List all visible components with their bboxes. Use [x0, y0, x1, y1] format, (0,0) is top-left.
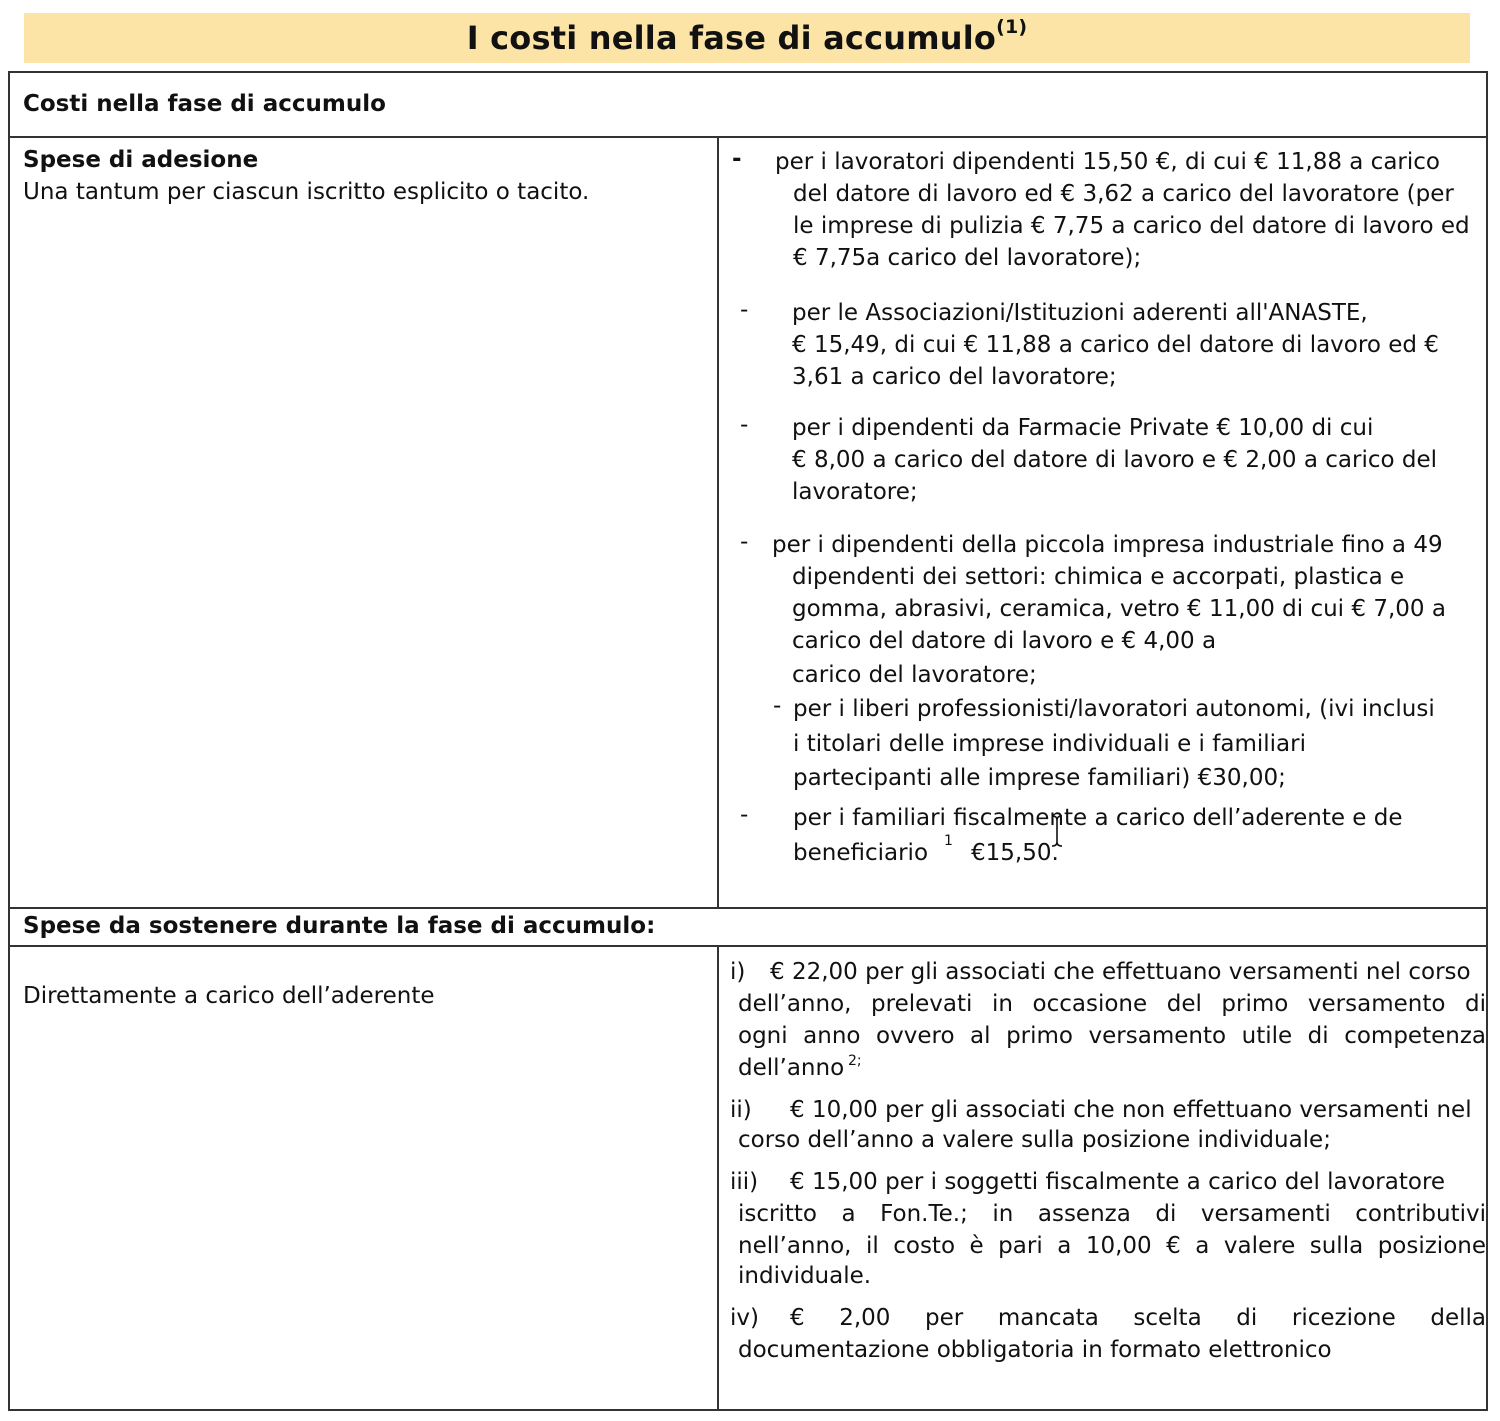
list-dash: - [740, 529, 749, 555]
list-item-line: ogni anno ovvero al primo versamento utile di competenza [738, 1023, 1486, 1049]
column-divider [717, 945, 719, 1410]
list-item-line: nell’anno, il costo è pari a 10,00 € a valere sulla posizione [738, 1233, 1486, 1259]
list-item-line: carico del lavoratore; [792, 662, 1037, 688]
list-item-line: per i liberi professionisti/lavoratori autonomi, (ivi inclusi [793, 696, 1435, 722]
list-item-line: beneficiario [793, 840, 929, 866]
table-rule [8, 136, 1488, 138]
aderente-label: Direttamente a carico dell’aderente [23, 983, 435, 1009]
list-item-line: €15,50. [971, 840, 1059, 866]
list-number: i) [730, 959, 746, 985]
list-item-line: € 2,00 per mancata scelta di ricezione della [790, 1305, 1486, 1331]
list-item-line: dipendenti dei settori: chimica e accorpati, plastica e [792, 564, 1405, 590]
list-item-line: 3,61 a carico del lavoratore; [792, 364, 1117, 390]
list-item-line: € 8,00 a carico del datore di lavoro e € 2,00 a carico del [792, 447, 1438, 473]
list-item-line: i titolari delle imprese individuali e i familiari [793, 731, 1306, 757]
list-item-line: del datore di lavoro ed € 3,62 a carico del lavoratore (per [793, 181, 1454, 207]
list-item-line: lavoratore; [792, 479, 918, 505]
section-header-accumulo: Costi nella fase di accumulo [23, 91, 386, 117]
list-dash: - [732, 146, 742, 172]
list-item-line: per le Associazioni/Istituzioni aderenti all'ANASTE, [792, 300, 1368, 326]
list-item-line: per i lavoratori dipendenti 15,50 €, di cui € 11,88 a carico [775, 149, 1440, 175]
list-item-line: € 15,00 per i soggetti fiscalmente a carico del lavoratore [790, 1169, 1446, 1195]
text-cursor-icon [1050, 814, 1064, 848]
list-dash: - [773, 693, 782, 719]
list-item-line: iscritto a Fon.Te.; in assenza di versamenti contributivi [738, 1201, 1486, 1227]
footnote-ref: 1 [944, 833, 953, 849]
spese-adesione-label: Spese di adesione [23, 147, 259, 173]
list-item-line: individuale. [738, 1263, 872, 1289]
list-item-line: per i dipendenti da Farmacie Private € 10,00 di cui [792, 415, 1374, 441]
table-rule [8, 945, 1488, 947]
list-number: iii) [730, 1169, 759, 1195]
list-item-line: carico del datore di lavoro e € 4,00 a [792, 628, 1217, 654]
list-item-line: € 22,00 per gli associati che effettuano versamenti nel corso [770, 959, 1471, 985]
list-item-line: € 10,00 per gli associati che non effettuano versamenti nel [790, 1097, 1472, 1123]
title-banner [24, 13, 1470, 63]
column-divider [717, 136, 719, 908]
list-item-line: dell’anno [738, 1055, 845, 1081]
section-header-spese-accumulo: Spese da sostenere durante la fase di accumulo: [23, 913, 656, 939]
table-border-left [8, 71, 10, 1411]
table-border-top [8, 71, 1488, 73]
list-number: iv) [730, 1305, 759, 1331]
list-item-line: corso dell’anno a valere sulla posizione individuale; [738, 1127, 1331, 1153]
spese-adesione-description: Una tantum per ciascun iscritto esplicito o tacito. [23, 179, 590, 205]
title-footnote-ref: (1) [996, 16, 1028, 39]
list-item-line: gomma, abrasivi, ceramica, vetro € 11,00 di cui € 7,00 a [792, 596, 1446, 622]
list-item-line: per i familiari fiscalmente a carico dell’aderente e de [793, 805, 1403, 831]
list-item-line: partecipanti alle imprese familiari) €30,00; [793, 765, 1286, 791]
page-title: I costi nella fase di accumulo$^{(1)}$ [466, 16, 1028, 57]
list-item-line: documentazione obbligatoria in formato elettronico [738, 1337, 1332, 1363]
list-item-line: le imprese di pulizia € 7,75 a carico del datore di lavoro ed [793, 213, 1470, 239]
list-item-line: per i dipendenti della piccola impresa industriale fino a 49 [772, 532, 1443, 558]
list-dash: - [740, 297, 749, 323]
list-item-line: € 7,75a carico del lavoratore); [793, 245, 1142, 271]
list-number: ii) [730, 1097, 752, 1123]
footnote-ref: 2; [848, 1053, 862, 1069]
list-dash: - [740, 802, 749, 828]
list-item-line: € 15,49, di cui € 11,88 a carico del datore di lavoro ed € [792, 332, 1439, 358]
list-item-line: dell’anno, prelevati in occasione del primo versamento di [738, 991, 1486, 1017]
table-border-right [1486, 71, 1488, 1411]
table-border-bottom [8, 1409, 1488, 1411]
table-rule [8, 907, 1488, 909]
list-dash: - [740, 412, 749, 438]
